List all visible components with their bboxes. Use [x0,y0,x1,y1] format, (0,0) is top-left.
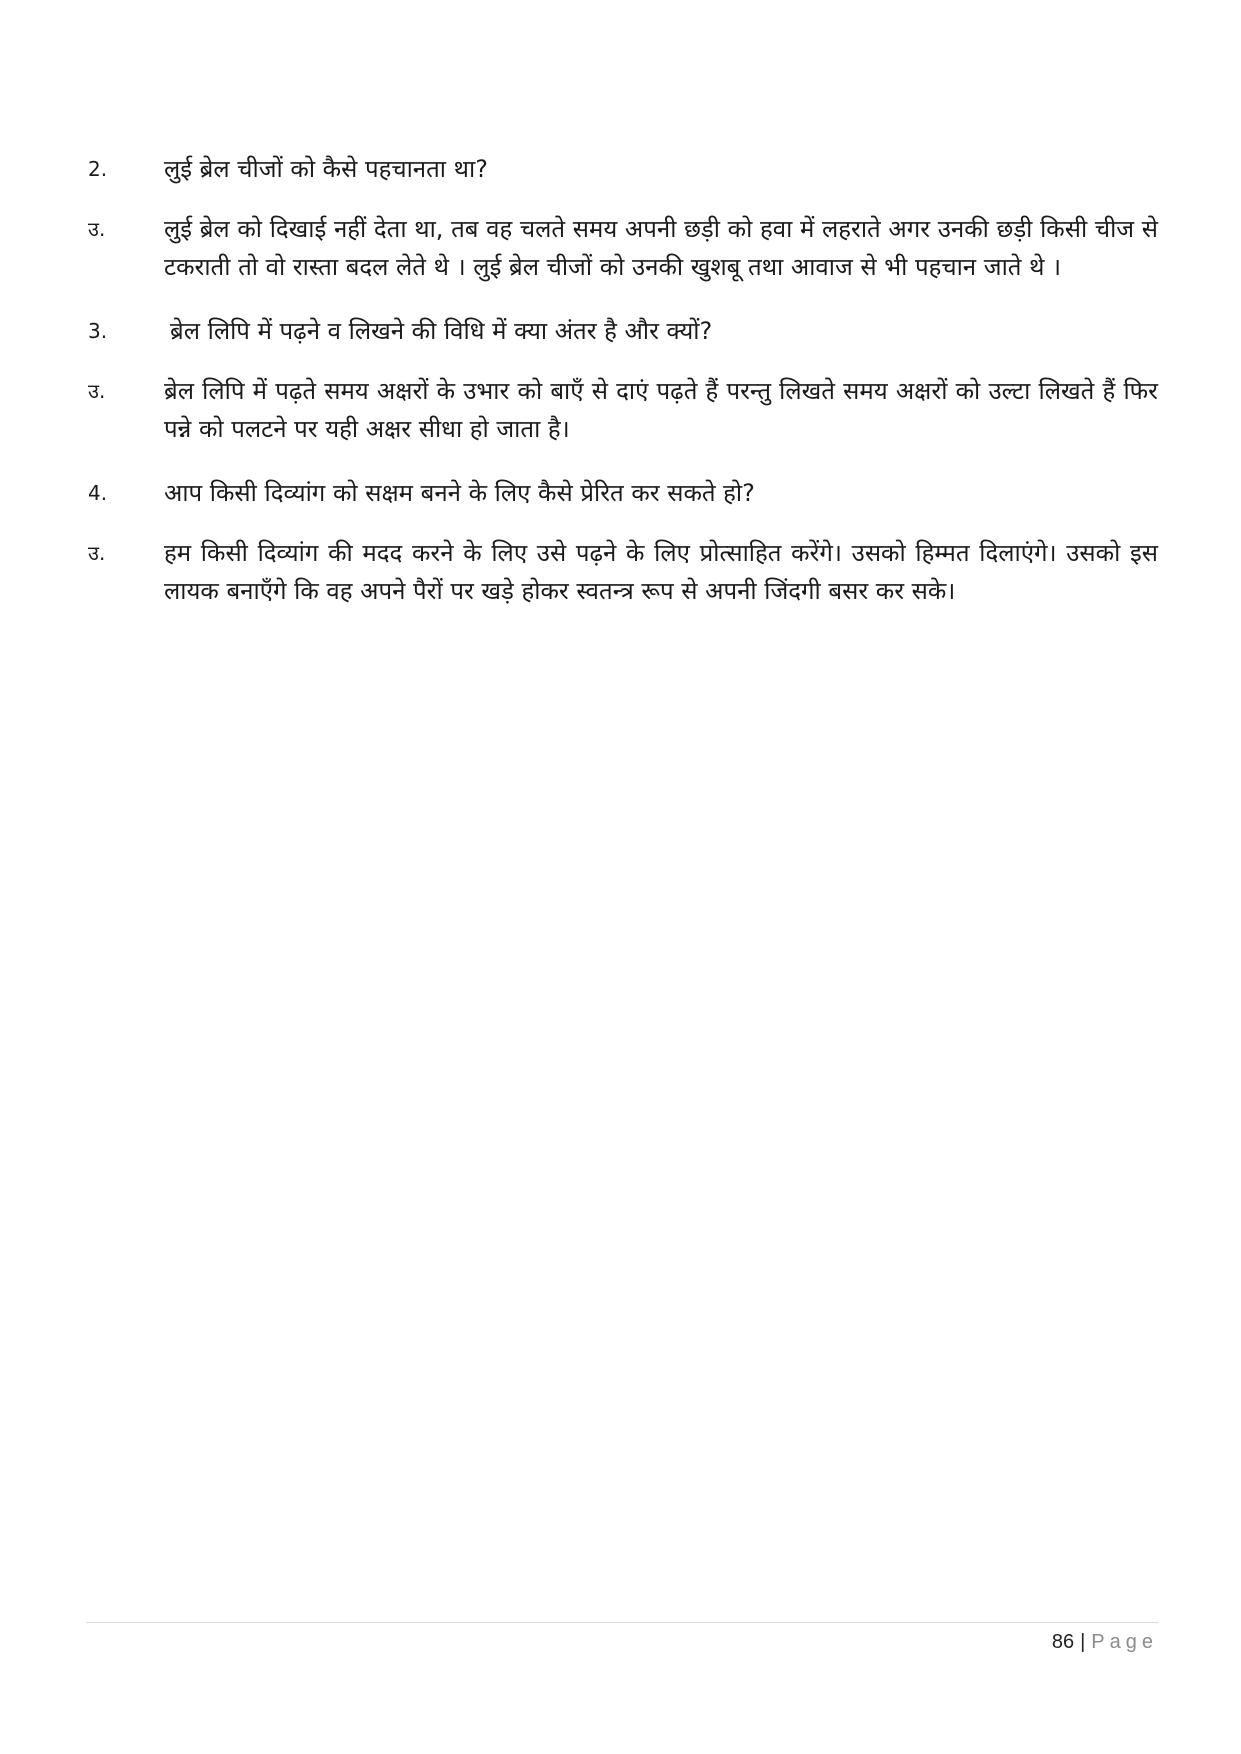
page-number: 86 [1051,1631,1075,1653]
question-text: आप किसी दिव्यांग को सक्षम बनने के लिए कैसे प्रेरित कर सकते हो? [164,479,755,507]
footer-separator: | [1080,1631,1086,1653]
question-answer-list [88,150,1158,636]
answer-2 [88,210,1158,286]
footer-divider [86,1622,1158,1623]
answer-marker: उ. [88,541,106,565]
answer-marker: उ. [88,217,106,241]
question-number: 2. [88,157,108,181]
answer-text: लुई ब्रेल को दिखाई नहीं देता था, तब वह चलते समय अपनी छड़ी को हवा में लहराते अगर उनकी छड़ी किसी चीज से टकराती तो वो रास्ता बदल लेते थे । लुई ब्रेल चीजों को उनकी खुशबू तथा आवाज से भी पहचान जाते थे । [164,215,1158,281]
question-number: 3. [88,319,108,343]
answer-3 [88,372,1158,448]
question-number: 4. [88,481,108,505]
question-text: लुई ब्रेल चीजों को कैसे पहचानता था? [164,155,488,183]
answer-marker: उ. [88,379,106,403]
page-label: Page [1091,1631,1158,1653]
question-text: ब्रेल लिपि में पढ़ने व लिखने की विधि में क्या अंतर है और क्यों? [170,317,713,345]
page-footer [1052,1629,1158,1655]
question-4 [88,474,1158,512]
answer-4 [88,534,1158,610]
answer-text: ब्रेल लिपि में पढ़ते समय अक्षरों के उभार को बाएँ से दाएं पढ़ते हैं परन्तु लिखते समय अक्षरों को उल्टा लिखते हैं फिर पन्ने को पलटने पर यही अक्षर सीधा हो जाता है। [164,377,1158,443]
question-3 [88,312,1158,350]
question-2 [88,150,1158,188]
answer-text: हम किसी दिव्यांग की मदद करने के लिए उसे पढ़ने के लिए प्रोत्साहित करेंगे। उसको हिम्मत दिलाएंगे। उसको इस लायक बनाएँगे कि वह अपने पैरों पर खड़े होकर स्वतन्त्र रूप से अपनी जिंदगी बसर कर सके। [164,539,1158,605]
